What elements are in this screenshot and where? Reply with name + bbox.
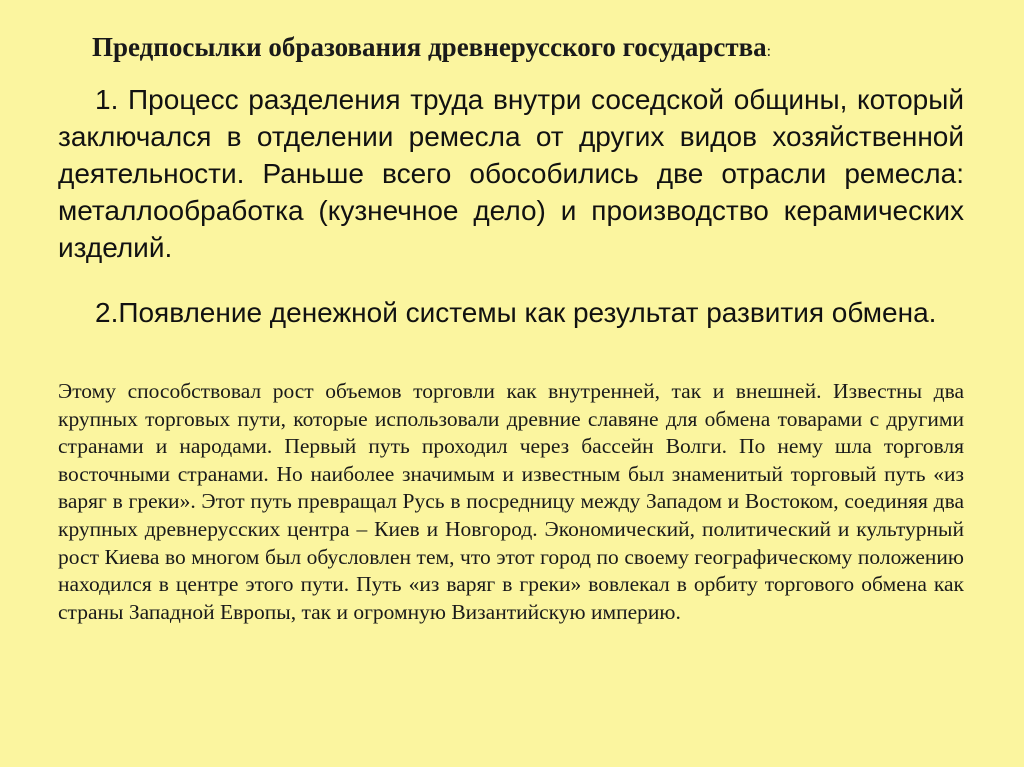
- body-paragraph: Этому способствовал рост объемов торговли как внутренней, так и внешней. Известны два крупных торговых пути, которые использовали древние славяне для обмена товарами с другими странами и народами. Первый путь проходил через бассейн Волги. По нему шла торговля восточными странами. Но наиболее значимым и известным был знаменитый торговый путь «из варяг в греки». Этот путь превращал Русь в посредницу между Западом и Востоком, соединяя два крупных древнерусских центра – Киев и Новгород. Экономический, политический и культурный рост Киева во многом был обусловлен тем, что этот город по своему географическому положению находился в центре этого пути. Путь «из варяг в греки» вовлекал в орбиту торгового обмена как страны Западной Европы, так и огромную Византийскую империю.: [58, 379, 964, 624]
- point-1-paragraph: 1. Процесс разделения труда внутри соседской общины, который заключался в отделении ремесла от других видов хозяйственной деятельности. Раньше всего обособились две отрасли ремесла: металлообработка (кузнечное дело) и производство керамических изделий.: [58, 84, 964, 263]
- point-2-paragraph: 2.Появление денежной системы как результат развития обмена.: [95, 297, 937, 328]
- slide-title-text: Предпосылки образования древнерусского государства: [92, 32, 767, 62]
- slide-title: [92, 30, 771, 69]
- slide-title-colon: :: [766, 43, 772, 60]
